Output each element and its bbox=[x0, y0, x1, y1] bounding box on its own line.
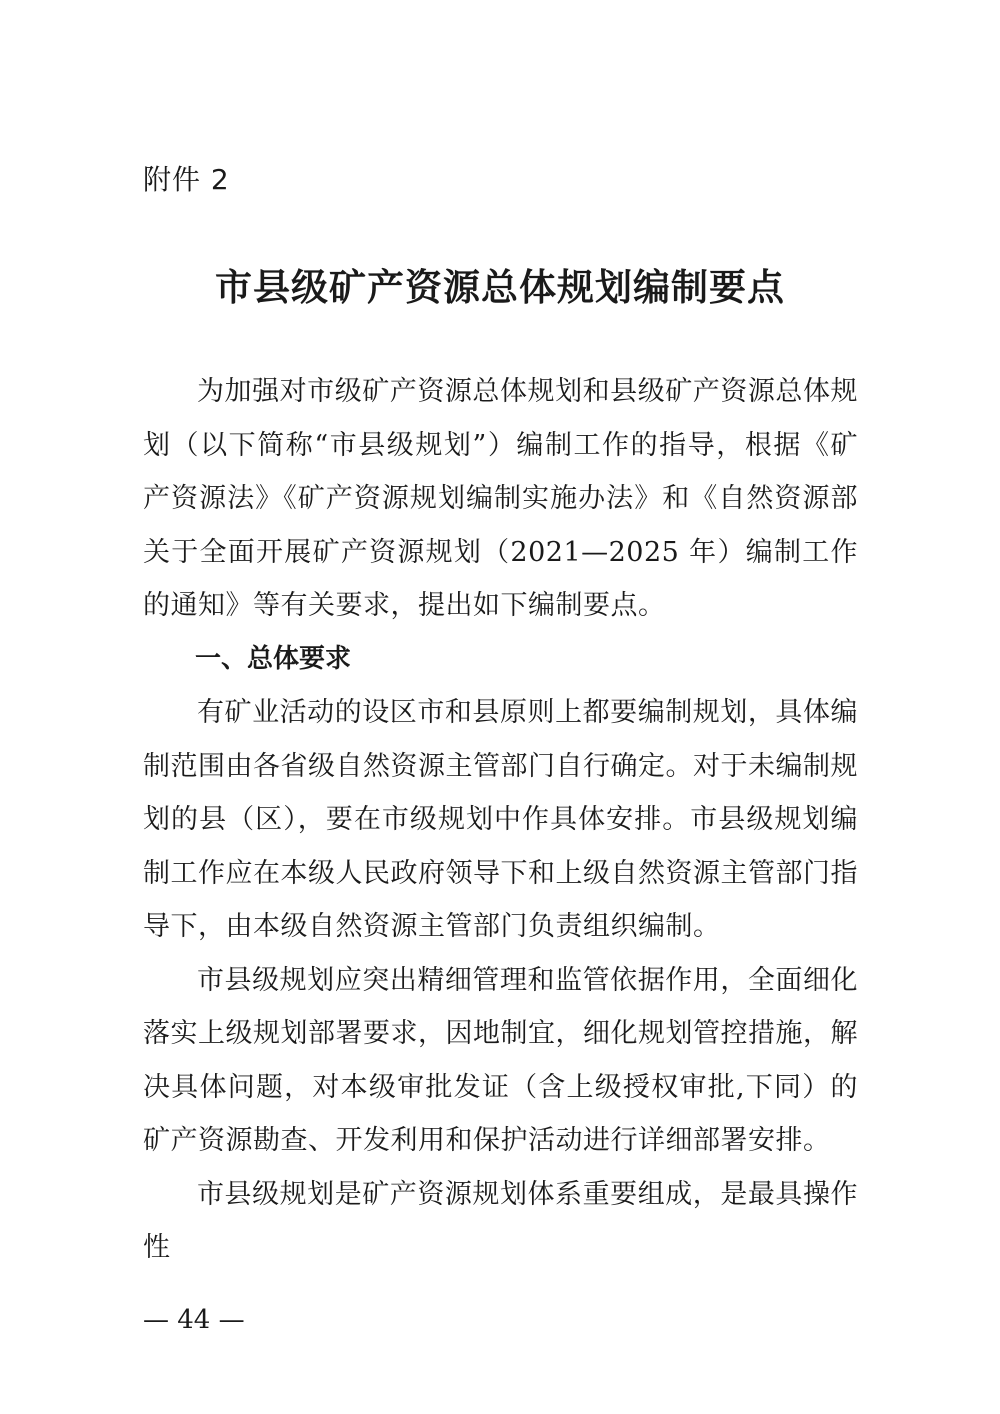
section-heading-general-requirements: 一、总体要求 bbox=[195, 643, 352, 674]
intro-paragraph: 为加强对市级矿产资源总体规划和县级矿产资源总体规划（以下简称“市县级规划”）编制工作的指导，根据《矿产资源法》《矿产资源规划编制实施办法》和《自然资源部关于全面开展矿产资源规划（2021—2025 年）编制工作的通知》等有关要求，提出如下编制要点。 bbox=[143, 376, 858, 621]
section-paragraph: 市县级规划应突出精细管理和监管依据作用，全面细化落实上级规划部署要求，因地制宜，细化规划管控措施，解决具体问题，对本级审批发证（含上级授权审批,下同）的矿产资源勘查、开发利用和保护活动进行详细部署安排。 bbox=[143, 964, 858, 1156]
section-paragraph: 市县级规划是矿产资源规划体系重要组成，是最具操作性 bbox=[143, 1178, 858, 1263]
document-title: 市县级矿产资源总体规划编制要点 bbox=[215, 265, 785, 309]
attachment-label: 附件 2 bbox=[143, 163, 230, 196]
section-paragraph: 有矿业活动的设区市和县原则上都要编制规划，具体编制范围由各省级自然资源主管部门自行确定。对于未编制规划的县（区），要在市级规划中作具体安排。市县级规划编制工作应在本级人民政府领导下和上级自然资源主管部门指导下，由本级自然资源主管部门负责组织编制。 bbox=[143, 697, 858, 942]
page-number: — 44 — bbox=[143, 1305, 245, 1335]
document-body bbox=[143, 365, 858, 1275]
